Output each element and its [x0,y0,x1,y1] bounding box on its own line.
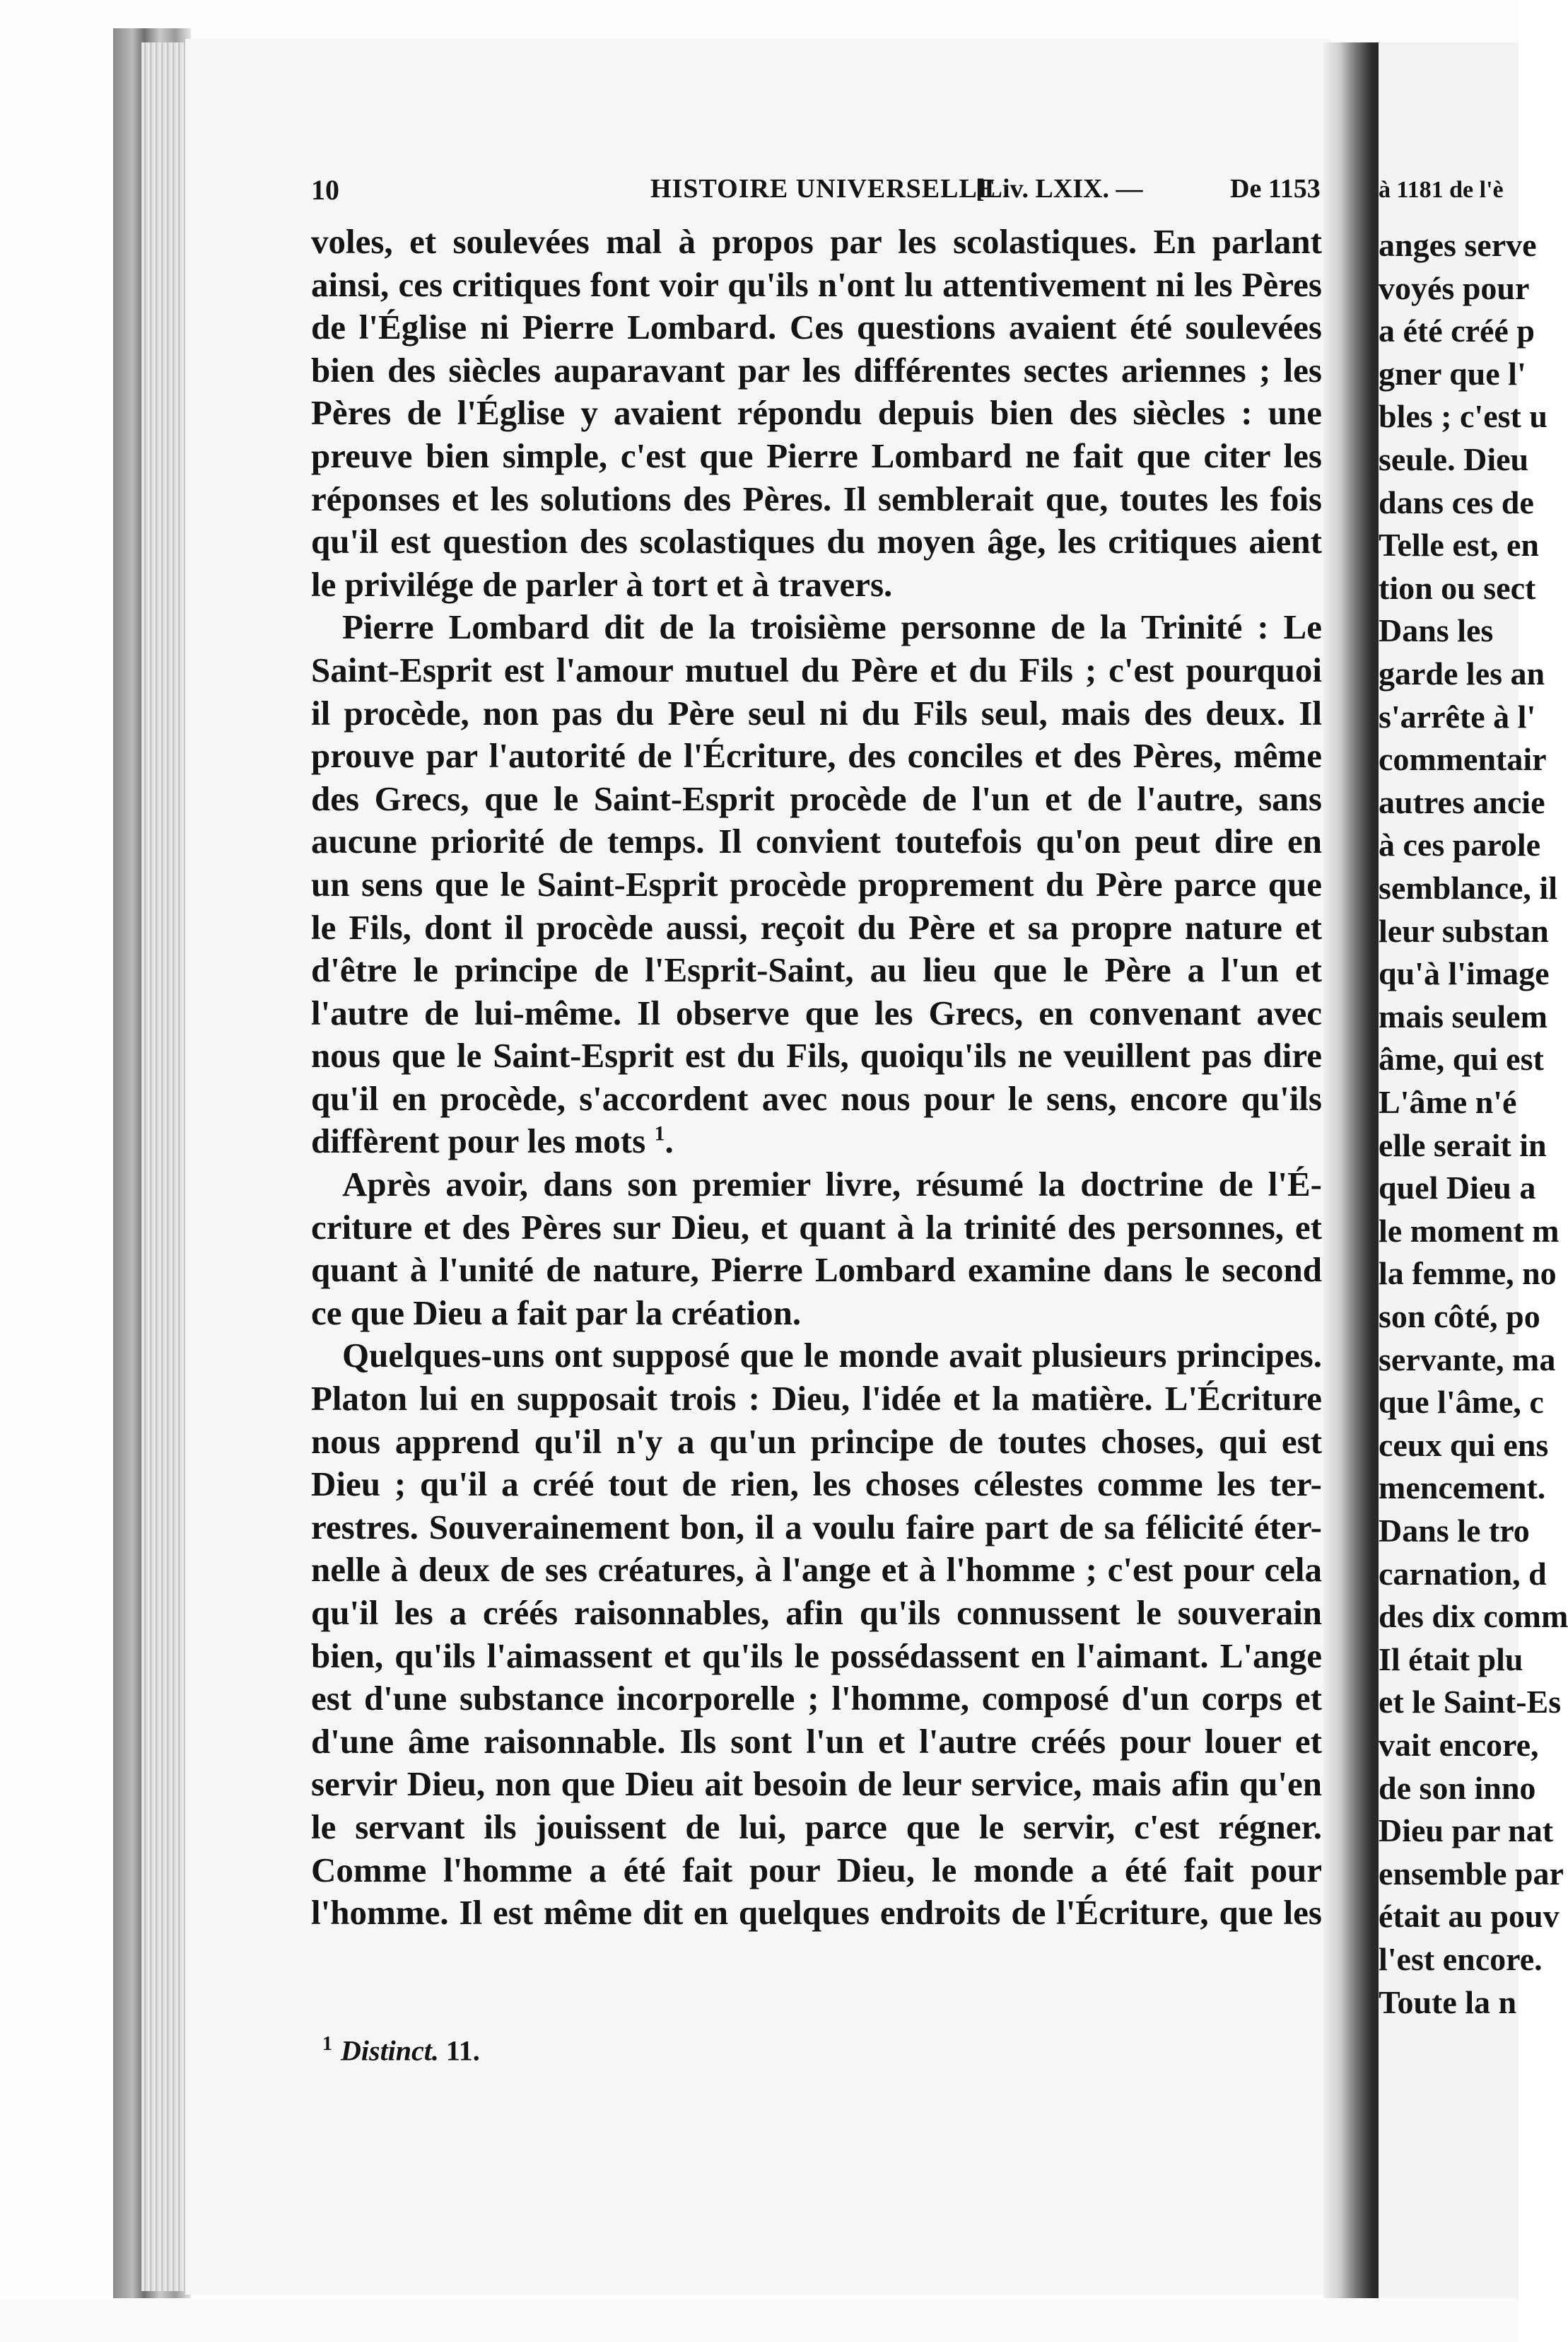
right-page-line: Dans le tro [1379,1513,1530,1549]
text-line [311,520,1322,564]
text-line [311,863,1322,907]
text-line [311,1078,1322,1121]
text-line-content: un sens que le Saint-Esprit procède proprement du Père parce que [311,864,1322,904]
text-line-content: l'autre de lui-même. Il observe que les Grecs, en convenant avec [311,993,1322,1032]
text-line-content: d'être le principe de l'Esprit-Saint, au lieu que le Père a l'un et [311,950,1322,990]
text-line-content: Saint-Esprit est l'amour mutuel du Père et du Fils ; c'est pourquoi [311,650,1322,689]
right-page-line: de son inno [1379,1769,1536,1806]
right-page-line: gner que l' [1379,355,1526,392]
right-page-line: l'est encore. [1379,1941,1543,1977]
right-page-line: que l'âme, c [1379,1384,1544,1421]
text-line [311,735,1322,778]
text-line-content: ainsi, ces critiques font voir qu'ils n'ont lu attentivement ni les Pères [311,264,1322,304]
text-line [311,264,1322,307]
right-page-line: commentair [1379,741,1547,778]
text-line-content: il procède, non pas du Père seul ni du Fils seul, mais des deux. Il [311,693,1322,733]
text-line [311,1292,1322,1335]
text-line-content: voles, et soulevées mal à propos par les scolastiques. En parlant [311,222,1322,261]
right-page-line: s'arrête à l' [1379,698,1536,735]
text-line [311,692,1322,735]
text-line [311,1635,1322,1678]
text-line [311,992,1322,1035]
text-line [311,1035,1322,1078]
text-line-content: nous apprend qu'il n'y a qu'un principe de toutes choses, qui est [311,1421,1322,1461]
text-line [311,1120,1322,1163]
text-line-content: criture et des Pères sur Dieu, et quant à la trinité des personnes, et [311,1207,1322,1247]
text-line [311,1892,1322,1935]
date-range: De 1153 [1230,174,1321,204]
right-page-line: a été créé p [1379,313,1535,349]
text-line [311,949,1322,992]
text-line-content: diffèrent pour les mots [311,1122,646,1161]
text-line-content: Après avoir, dans son premier livre, résumé la doctrine de l'É- [342,1165,1322,1204]
text-line [311,1463,1322,1506]
right-page-line: vait encore, [1379,1727,1539,1763]
text-line-content: Pierre Lombard dit de la troisième personne de la Trinité : Le [342,607,1322,647]
text-line [311,606,1322,649]
book-reference: [Liv. LXIX. — [976,174,1143,204]
text-line-content: preuve bien simple, c'est que Pierre Lombard ne fait que citer les [311,436,1322,475]
right-page-fragment [1379,42,1568,2298]
text-line [311,1849,1322,1892]
text-line [311,1720,1322,1764]
text-line-content: de l'Église ni Pierre Lombard. Ces questions avaient été soulevées [311,308,1322,347]
right-page-line: Dans les [1379,612,1494,649]
text-line [311,1334,1322,1377]
right-page-line: bles ; c'est u [1379,398,1547,435]
body-text [311,221,1322,1935]
text-line [311,649,1322,692]
text-line-content: bien, qu'ils l'aimassent et qu'ils le possédassent en l'aimant. L'ange [311,1636,1322,1675]
footnote-label: Distinct. [341,2034,439,2067]
text-line [311,1506,1322,1549]
text-line [311,1249,1322,1292]
text-line-content: réponses et les solutions des Pères. Il semblerait que, toutes les fois [311,479,1322,518]
text-line-content: le servant ils jouissent de lui, parce que le servir, c'est régner. [311,1807,1322,1846]
right-page-line: qu'à l'image [1379,955,1550,992]
text-line [311,1206,1322,1249]
text-line-content: Comme l'homme a été fait pour Dieu, le monde a été fait pour [311,1850,1322,1889]
footnote-value: 11. [445,2034,480,2067]
right-page-line: ensemble par [1379,1855,1564,1892]
right-page-line: voyés pour [1379,269,1530,306]
text-line-content: servir Dieu, non que Dieu ait besoin de leur service, mais afin qu'en [311,1764,1322,1804]
scan-bottom-margin [0,2298,1519,2342]
text-line-content: l'homme. Il est même dit en quelques endroits de l'Écriture, que les [311,1893,1322,1933]
text-line [311,1377,1322,1421]
right-page-line: quel Dieu a [1379,1170,1536,1206]
right-page-line: garde les an [1379,656,1545,692]
text-line [311,478,1322,521]
text-line [311,907,1322,950]
right-page-line: et le Saint-Es [1379,1684,1562,1720]
page-header [311,173,1329,209]
text-line [311,820,1322,863]
right-page-line: son côté, po [1379,1298,1540,1334]
page-number: 10 [311,174,339,206]
text-line [311,306,1322,349]
text-line-content: nous que le Saint-Esprit est du Fils, quoiqu'ils ne veuillent pas dire [311,1036,1322,1076]
right-page-line: elle serait in [1379,1126,1547,1163]
text-line-content: le privilége de parler à tort et à travers. [311,564,893,604]
right-page-line: des dix comm [1379,1598,1568,1635]
right-page-line: âme, qui est [1379,1041,1544,1078]
right-page-line: mais seulem [1379,998,1547,1035]
right-page-line: servante, ma [1379,1341,1556,1377]
right-page-header: à 1181 de l'è [1379,177,1504,203]
running-title: HISTOIRE UNIVERSELLE [650,174,997,204]
right-page-line: anges serve [1379,227,1537,263]
text-line-content: d'une âme raisonnable. Ils sont l'un et l'autre créés pour louer et [311,1721,1322,1761]
text-line-content: Dieu ; qu'il a créé tout de rien, les choses célestes comme les ter- [311,1464,1322,1504]
right-page-line: Telle est, en [1379,527,1539,564]
right-page-line: la femme, no [1379,1255,1557,1292]
book-gutter [1323,42,1387,2298]
right-page-line: tion ou sect [1379,569,1536,606]
right-page-line: dans ces de [1379,484,1534,520]
right-page-line: Toute la n [1379,1983,1517,2020]
page-stack-edges [141,42,191,2291]
text-line [311,564,1322,607]
text-line [311,1421,1322,1464]
text-line [311,1763,1322,1806]
text-line-content: restres. Souverainement bon, il a voulu faire part de sa félicité éter- [311,1507,1322,1546]
text-line-content: des Grecs, que le Saint-Esprit procède de l'un et de l'autre, sans [311,779,1322,818]
text-line-content: Platon lui en supposait trois : Dieu, l'idée et la matière. L'Écriture [311,1379,1322,1418]
text-line-content: prouve par l'autorité de l'Écriture, des conciles et des Pères, même [311,736,1322,776]
text-line [311,1677,1322,1720]
text-line [311,1163,1322,1206]
text-line-content: Pères de l'Église y avaient répondu depuis bien des siècles : une [311,393,1322,433]
right-page-line: carnation, d [1379,1555,1547,1592]
text-line [311,778,1322,821]
text-line [311,221,1322,264]
text-line [311,1549,1322,1592]
text-line [311,349,1322,392]
text-line-content: le Fils, dont il procède aussi, reçoit du Père et sa propre nature et [311,907,1322,947]
text-line [311,435,1322,478]
footnote-reference-punctuation: . [665,1122,674,1161]
right-page-line: le moment m [1379,1212,1560,1249]
right-page-line: semblance, il [1379,870,1557,906]
text-line-content: qu'il en procède, s'accordent avec nous pour le sens, encore qu'ils [311,1078,1322,1118]
text-line-content: aucune priorité de temps. Il convient toutefois qu'on peut dire en [311,822,1322,861]
text-line [311,1592,1322,1635]
text-line-content: Quelques-uns ont supposé que le monde avait plusieurs principes. [342,1336,1322,1375]
text-line-content: nelle à deux de ses créatures, à l'ange et à l'homme ; c'est pour cela [311,1550,1322,1590]
right-page-line: Dieu par nat [1379,1812,1554,1849]
footnote [322,2033,480,2067]
text-line-content: est d'une substance incorporelle ; l'homme, composé d'un corps et [311,1679,1322,1718]
text-line-content: bien des siècles auparavant par les différentes sectes ariennes ; les [311,350,1322,390]
right-page-line: était au pouv [1379,1898,1560,1935]
text-line [311,392,1322,435]
right-page-line: L'âme n'é [1379,1084,1517,1120]
right-page-line: ceux qui ens [1379,1426,1549,1463]
text-line-content: qu'il les a créés raisonnables, afin qu'ils connussent le souverain [311,1593,1322,1632]
footnote-number: 1 [322,2033,332,2055]
text-line-content: qu'il est question des scolastiques du moyen âge, les critiques aient [311,522,1322,561]
right-page-line: autres ancie [1379,783,1545,820]
text-line-content: ce que Dieu a fait par la création. [311,1293,802,1332]
footnote-reference: 1 [654,1122,665,1146]
right-page-line: leur substan [1379,912,1549,949]
right-page-line: Il était plu [1379,1641,1523,1677]
right-page-line: seule. Dieu [1379,441,1529,477]
text-line-content: quant à l'unité de nature, Pierre Lombard examine dans le second [311,1250,1322,1290]
text-line [311,1806,1322,1849]
right-page-line: mencement. [1379,1469,1546,1506]
right-page-line: à ces parole [1379,827,1541,863]
